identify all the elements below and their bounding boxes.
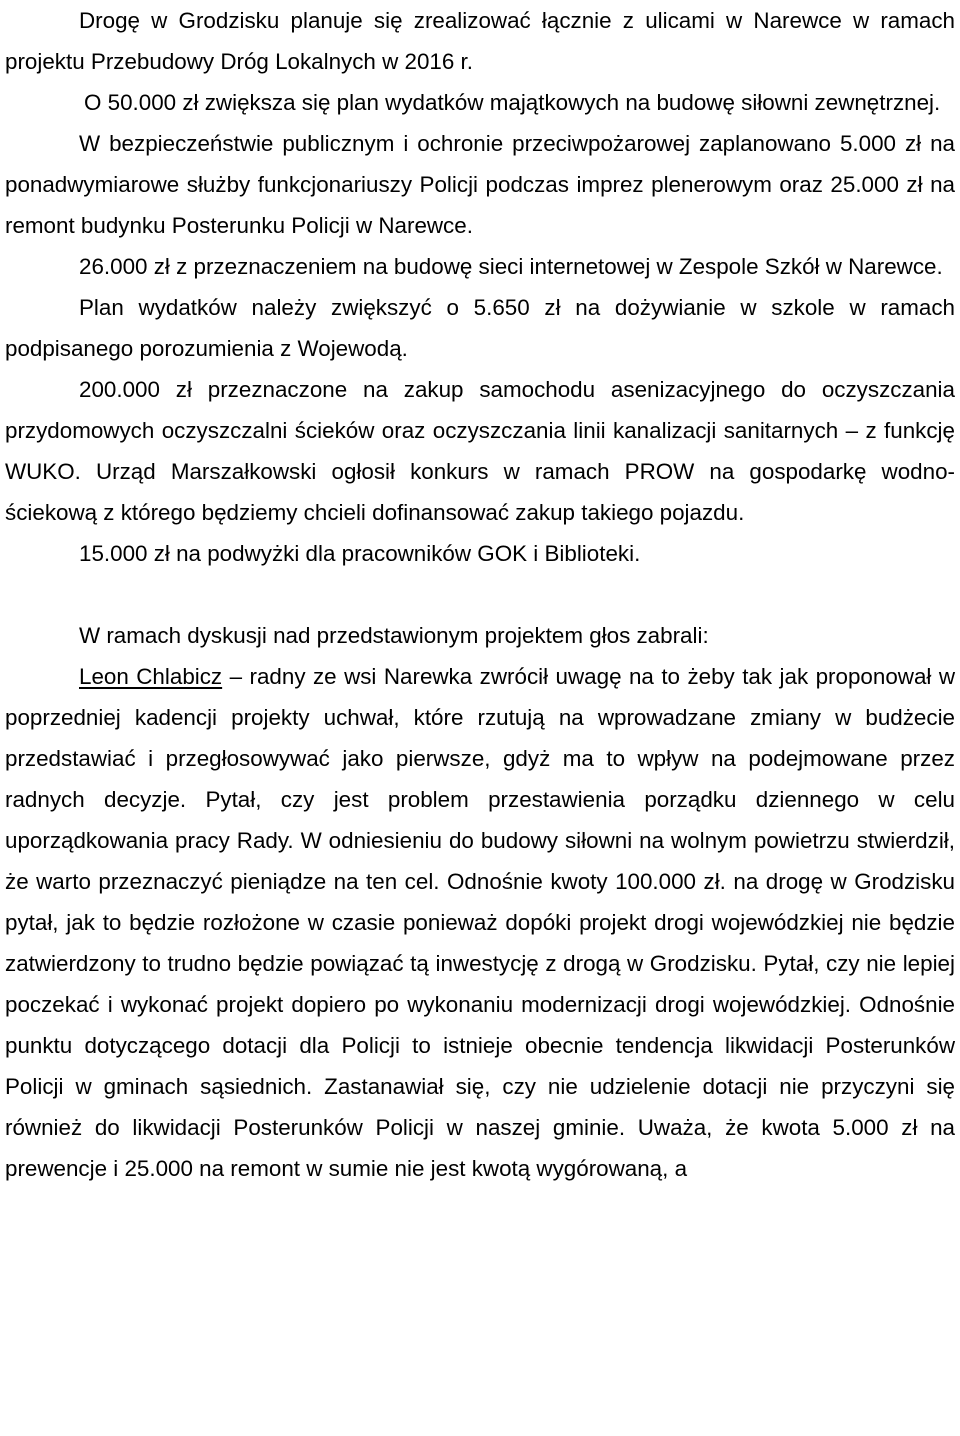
paragraph-public-safety: W bezpieczeństwie publicznym i ochronie przeciwpożarowej zaplanowano 5.000 zł na ponadwymiarowe służby funkcjonariuszy Policji podczas imprez plenerowym oraz 25.000 zł na remont budynku Posterunku Policji w Narewce. [5,131,955,238]
document-page [5,0,955,1189]
speaker-statement [5,656,955,1189]
speaker-text: – radny ze wsi Narewka zwrócił uwagę na to żeby tak jak proponował w poprzedniej kadencji projekty uchwał, które rzutują na wprowadzane zmiany w budżecie przedstawiać i przegłosowywać jako pierwsze, gdyż ma to wpływ na podejmowane przez radnych decyzje. Pytał, czy jest problem przestawienia porządku dziennego w celu uporządkowania pracy Rady. W odniesieniu do budowy siłowni na wolnym powietrzu stwierdził, że warto przeznaczyć pieniądze na ten cel. Odnośnie kwoty 100.000 zł. na drogę w Grodzisku pytał, jak to będzie rozłożone w czasie ponieważ dopóki projekt drogi wojewódzkiej nie będzie zatwierdzony to trudno będzie powiązać tą inwestycję z drogą w Grodzisku. Pytał, czy nie lepiej poczekać i wykonać projekt dopiero po wykonaniu modernizacji drogi wojewódzkiej. Odnośnie punktu dotyczącego dotacji dla Policji to istnieje obecnie tendencja likwidacji Posterunków Policji w gminach sąsiednich. Zastanawiał się, czy nie udzielenie dotacji nie przyczyni się również do likwidacji Posterunków Policji w naszej gminie. Uważa, że kwota 5.000 zł na prewencje i 25.000 na remont w sumie nie jest kwotą wygórowaną, a [5,664,956,1181]
speaker-name: Leon Chlabicz [79,664,223,689]
paragraph-spacer [5,574,955,615]
discussion-intro: W ramach dyskusji nad przedstawionym projektem głos zabrali: [79,623,709,648]
paragraph-internet-network: 26.000 zł z przeznaczeniem na budowę sieci internetowej w Zespole Szkół w Narewce. [79,254,943,279]
paragraph-sewage-truck: 200.000 zł przeznaczone na zakup samochodu asenizacyjnego do oczyszczania przydomowych oczyszczalni ścieków oraz oczyszczania linii kanalizacji sanitarnych – z funkcję WUKO. Urząd Marszałkowski ogłosił konkurs w ramach PROW na gospodarkę wodno-ściekową z którego będziemy chcieli dofinansować zakup takiego pojazdu. [5,377,955,525]
paragraph-salary-raise: 15.000 zł na podwyżki dla pracowników GOK i Biblioteki. [79,541,641,566]
paragraph-road-grodzisk: Drogę w Grodzisku planuje się zrealizować łącznie z ulicami w Narewce w ramach projektu Przebudowy Dróg Lokalnych w 2016 r. [5,8,955,74]
paragraph-school-meals: Plan wydatków należy zwiększyć o 5.650 zł na dożywianie w szkole w ramach podpisanego porozumienia z Wojewodą. [5,295,955,361]
paragraph-outdoor-gym: O 50.000 zł zwiększa się plan wydatków majątkowych na budowę siłowni zewnętrznej. [84,90,941,115]
